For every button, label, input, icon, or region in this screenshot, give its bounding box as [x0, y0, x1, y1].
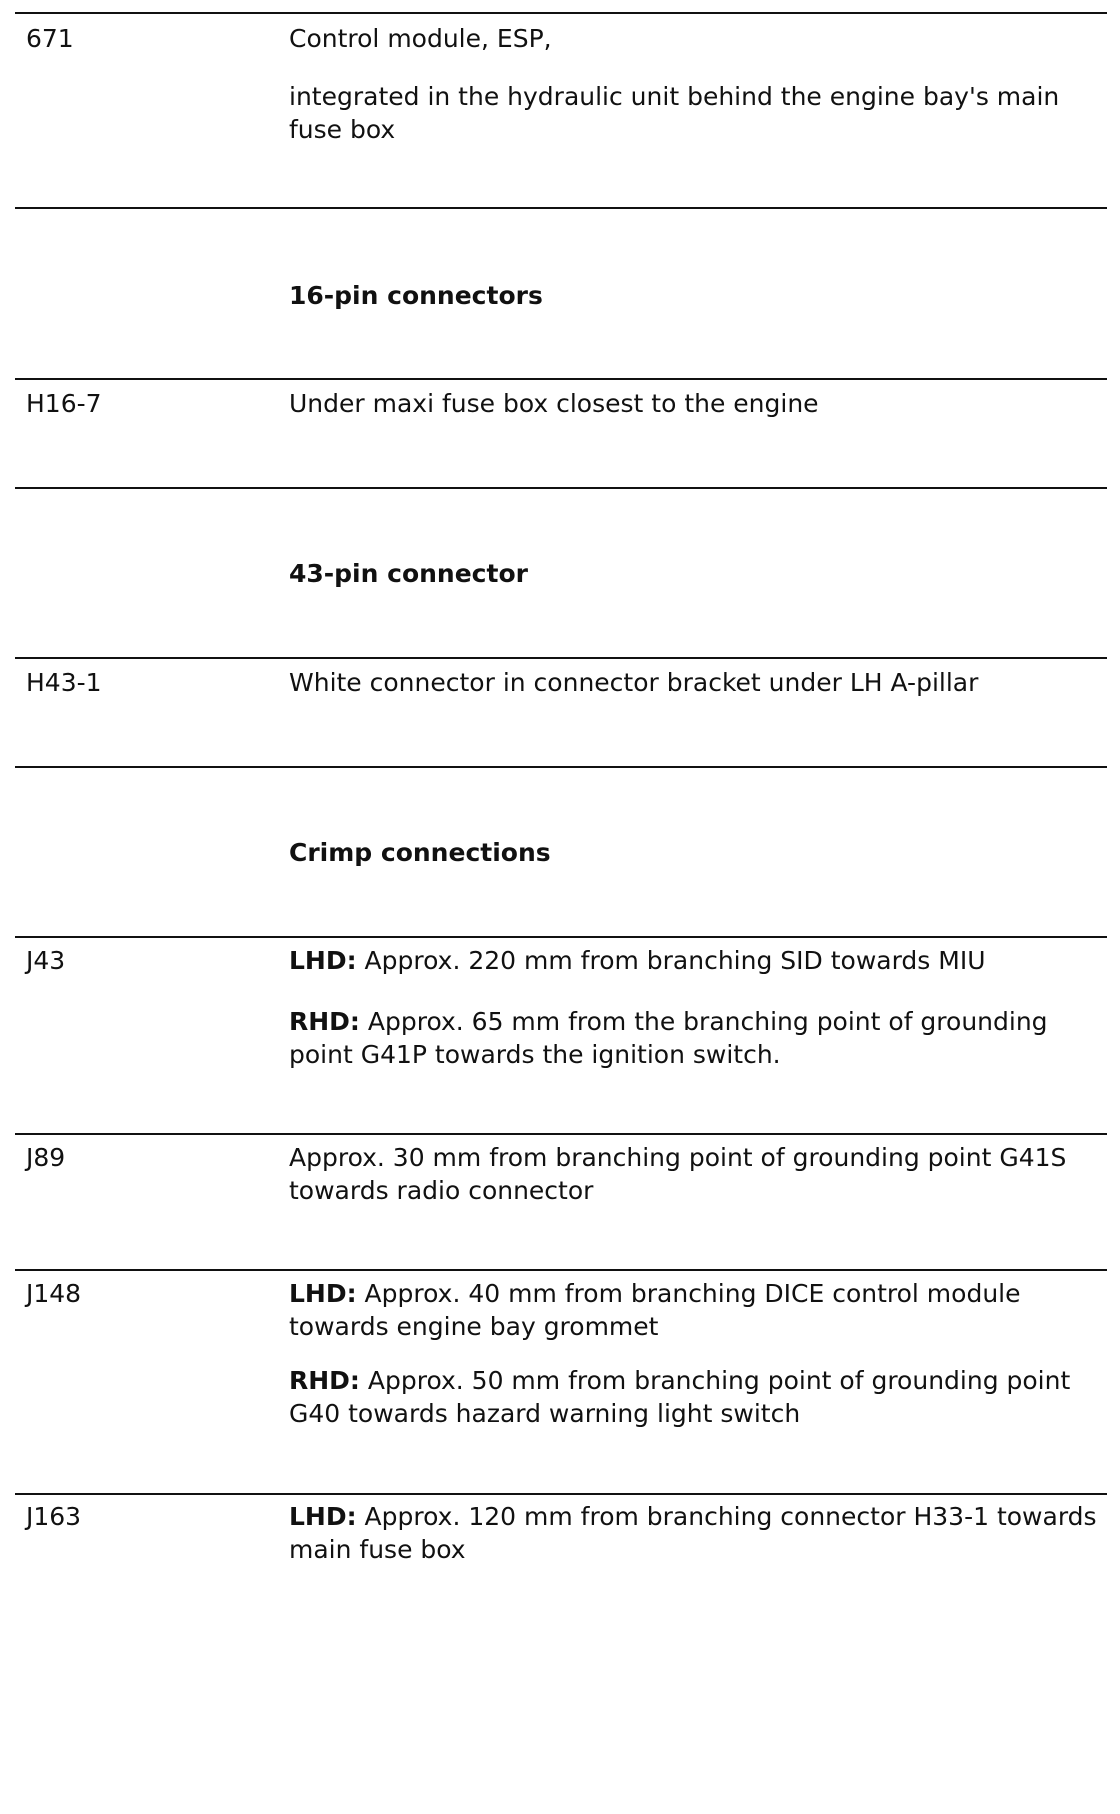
- item-description-lhd: [289, 944, 1099, 977]
- lhd-label: LHD:: [289, 946, 357, 975]
- item-description: integrated in the hydraulic unit behind the engine bay's main fuse box: [289, 82, 1060, 144]
- row-divider: [15, 12, 1107, 14]
- rhd-text: Approx. 65 mm from the branching point of grounding point G41P towards the ignition switch.: [289, 1007, 1048, 1069]
- section-heading: Crimp connections: [289, 838, 551, 867]
- row-divider: [15, 657, 1107, 659]
- row-divider: [15, 1493, 1107, 1495]
- lhd-text: Approx. 220 mm from branching SID towards MIU: [356, 946, 986, 975]
- item-description: Approx. 30 mm from branching point of grounding point G41S towards radio connector: [289, 1143, 1067, 1205]
- section-heading: 16-pin connectors: [289, 281, 543, 310]
- item-description-lhd: [289, 1277, 1099, 1343]
- lhd-label: LHD:: [289, 1502, 357, 1531]
- lhd-text: Approx. 120 mm from branching connector H33-1 towards main fuse box: [289, 1502, 1097, 1564]
- lhd-label: LHD:: [289, 1279, 357, 1308]
- section-heading: 43-pin connector: [289, 559, 528, 588]
- item-code: J43: [26, 946, 66, 975]
- item-description-rhd: [289, 1364, 1099, 1430]
- item-code: J89: [26, 1143, 66, 1172]
- row-divider: [15, 487, 1107, 489]
- item-code: 671: [26, 24, 74, 53]
- rhd-text: Approx. 50 mm from branching point of grounding point G40 towards hazard warning light switch: [289, 1366, 1071, 1428]
- item-code: H16-7: [26, 389, 102, 418]
- row-divider: [15, 207, 1107, 209]
- item-code: H43-1: [26, 668, 102, 697]
- item-description: Under maxi fuse box closest to the engine: [289, 389, 819, 418]
- lhd-text: Approx. 40 mm from branching DICE control module towards engine bay grommet: [289, 1279, 1021, 1341]
- item-code: J163: [26, 1502, 82, 1531]
- item-code: J148: [26, 1279, 82, 1308]
- item-description: White connector in connector bracket under LH A-pillar: [289, 668, 979, 697]
- rhd-label: RHD:: [289, 1366, 360, 1395]
- row-divider: [15, 378, 1107, 380]
- rhd-label: RHD:: [289, 1007, 360, 1036]
- row-divider: [15, 936, 1107, 938]
- row-divider: [15, 766, 1107, 768]
- item-description-rhd: [289, 1005, 1099, 1071]
- row-divider: [15, 1133, 1107, 1135]
- item-description-lhd: [289, 1500, 1099, 1566]
- row-divider: [15, 1269, 1107, 1271]
- item-description: Control module, ESP,: [289, 24, 552, 53]
